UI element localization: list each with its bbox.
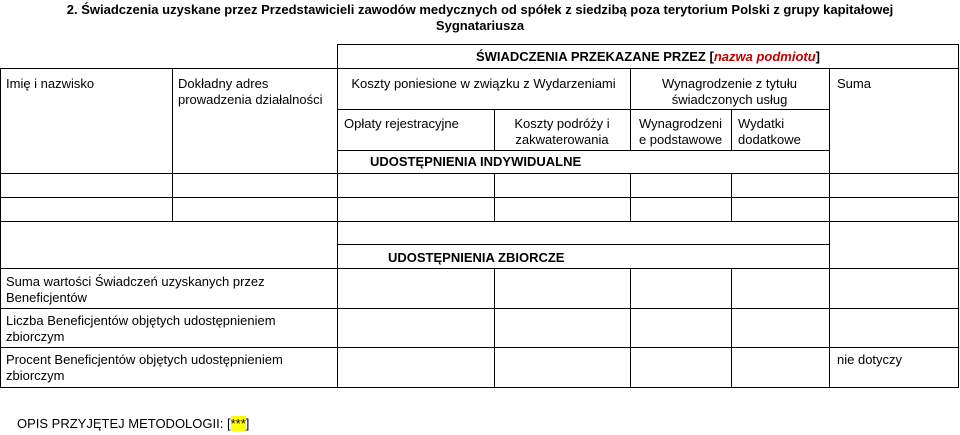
grid-line: [172, 68, 173, 221]
header-name: Imię i nazwisko: [6, 76, 95, 91]
subheader-base-fee-line1: Wynagrodzeni: [639, 116, 722, 131]
header-fees-line2: świadczonych usług: [671, 92, 788, 107]
aggregate-count-label: [6, 313, 276, 345]
subheader-extra-expenses: [738, 116, 801, 148]
grid-line: [337, 44, 338, 388]
aggregate-percent-label: [6, 352, 283, 384]
aggregate-sum-label: [6, 274, 265, 306]
aggregate-count-line2: zbiorczym: [6, 329, 65, 344]
grid-line: [630, 268, 631, 388]
grid-line: [0, 68, 1, 388]
methodology-label: OPIS PRZYJĘTEJ METODOLOGII: [: [17, 416, 231, 431]
grid-line: [337, 150, 829, 151]
aggregate-percent-line2: zbiorczym: [6, 368, 65, 383]
section-heading-line2: Sygnatariusza: [435, 18, 525, 33]
grid-line: [731, 109, 732, 150]
subheader-extra-line1: Wydatki: [738, 116, 785, 131]
aggregate-sum-line2: Beneficjentów: [6, 290, 87, 305]
grid-line: [0, 268, 959, 269]
grid-line: [0, 173, 959, 174]
group-title: [337, 49, 959, 65]
header-address: [178, 76, 323, 108]
group-title-suffix: ]: [815, 49, 821, 64]
grid-line: [337, 44, 959, 45]
grid-line: [829, 68, 830, 388]
grid-line: [0, 347, 959, 348]
subheader-extra-line2: dodatkowe: [738, 132, 801, 147]
header-costs: Koszty poniesione w związku z Wydarzeniami: [351, 76, 616, 91]
subheader-travel-costs: [494, 116, 630, 148]
subheader-base-fee-line2: e podstawowe: [638, 132, 723, 147]
header-fees-line1: Wynagrodzenie z tytułu: [661, 76, 797, 91]
entity-name-placeholder: nazwa podmiotu: [713, 49, 816, 64]
methodology-line: [17, 416, 249, 432]
grid-line: [494, 268, 495, 388]
header-fees: [630, 76, 829, 108]
grid-line: [0, 221, 959, 222]
grid-line: [0, 308, 959, 309]
aggregate-count-line1: Liczba Beneficjentów objętych udostępnieniem: [6, 313, 276, 328]
not-applicable-value: nie dotyczy: [837, 352, 903, 367]
grid-line: [0, 68, 959, 69]
subheader-travel-line2: zakwaterowania: [515, 132, 609, 147]
grid-line: [731, 268, 732, 388]
grid-line: [630, 173, 631, 221]
header-address-line1: Dokładny adres: [178, 76, 269, 91]
individual-disclosures-label: UDOSTĘPNIENIA INDYWIDUALNE: [370, 154, 582, 169]
grid-line: [337, 244, 829, 245]
methodology-marker: ***: [230, 416, 246, 431]
aggregate-sum-line1: Suma wartości Świadczeń uzyskanych przez: [6, 274, 265, 289]
header-address-line2: prowadzenia działalności: [178, 92, 323, 107]
grid-line: [958, 44, 959, 388]
group-title-prefix: ŚWIADCZENIA PRZEKAZANE PRZEZ [: [475, 49, 714, 64]
aggregate-percent-line1: Procent Beneficjentów objętych udostępnieniem: [6, 352, 283, 367]
grid-line: [731, 173, 732, 221]
header-sum: Suma: [837, 76, 871, 91]
grid-line: [0, 197, 959, 198]
subheader-base-fee: [630, 116, 731, 148]
subheader-travel-line1: Koszty podróży i: [514, 116, 610, 131]
subheader-registration-fees: Opłaty rejestracyjne: [344, 116, 459, 131]
aggregate-disclosures-label: UDOSTĘPNIENIA ZBIORCZE: [388, 250, 565, 265]
section-heading-line1: 2. Świadczenia uzyskane przez Przedstawicieli zawodów medycznych od spółek z siedzibą poza terytorium Polski z grupy kapitałowej: [66, 2, 894, 17]
methodology-suffix: ]: [245, 416, 250, 431]
grid-line: [0, 387, 959, 388]
grid-line: [337, 109, 829, 110]
section-heading: [0, 2, 960, 34]
grid-line: [494, 173, 495, 221]
